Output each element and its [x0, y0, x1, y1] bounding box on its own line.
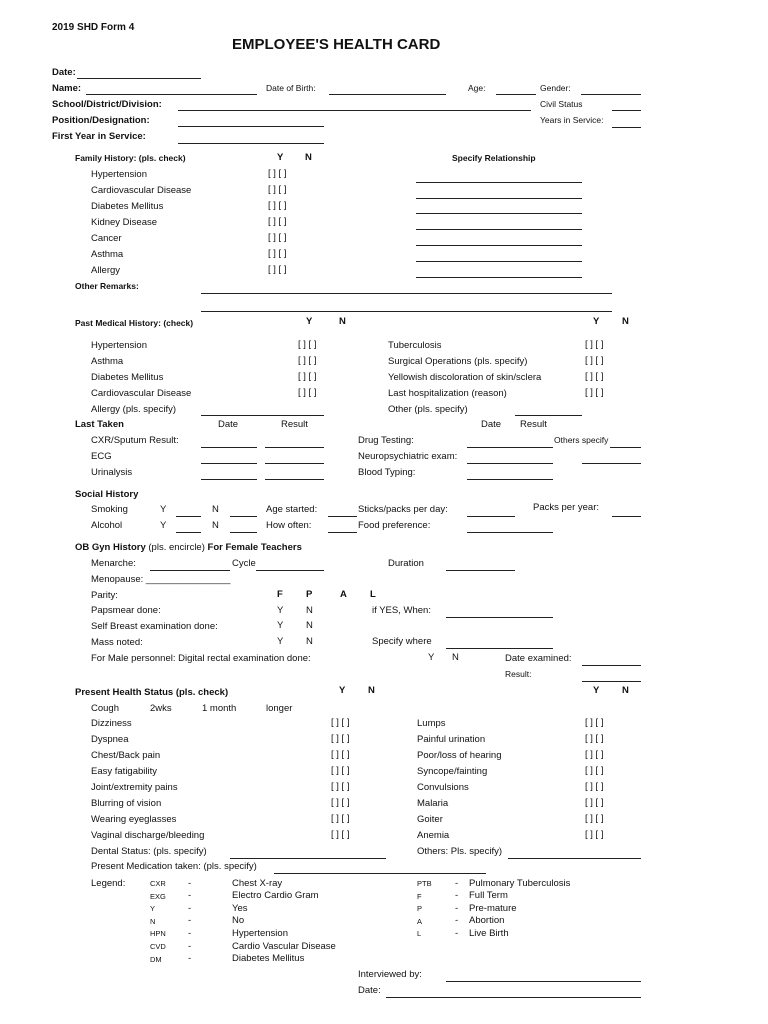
legend-dash: -: [188, 941, 192, 952]
first-year-label: First Year in Service:: [52, 131, 146, 142]
present-y-header: Y: [339, 685, 346, 696]
other-remarks-field[interactable]: [201, 293, 612, 294]
other-remarks-field[interactable]: [201, 311, 612, 312]
smoking-y-field[interactable]: [176, 516, 201, 517]
symptom-item-right: Poor/loss of hearing: [417, 750, 502, 761]
others-field[interactable]: [508, 858, 641, 859]
symptom-checkbox[interactable]: [ ] [ ]: [331, 781, 350, 792]
legend-desc: Live Birth: [469, 928, 509, 939]
legend-abbr: P: [417, 904, 423, 913]
legend-dash: -: [455, 928, 459, 939]
smoking-n[interactable]: N: [212, 504, 219, 515]
past-item: Hypertension: [91, 340, 147, 351]
alcohol-label: Alcohol: [91, 520, 123, 531]
past-item-right: Tuberculosis: [388, 340, 442, 351]
symptom-checkbox-right[interactable]: [ ] [ ]: [585, 797, 604, 808]
cough-option[interactable]: longer: [266, 703, 293, 714]
present-n-header-right: N: [622, 685, 629, 696]
legend-dash: -: [455, 878, 459, 889]
test-date-field[interactable]: [201, 447, 257, 448]
age-started-field[interactable]: [328, 516, 357, 517]
obgyn-female: For Female Teachers: [207, 542, 302, 553]
relationship-field[interactable]: [416, 229, 582, 230]
age-started-label: Age started:: [266, 504, 318, 515]
alcohol-n-field[interactable]: [230, 532, 257, 533]
obgyn-heading-row: [75, 543, 302, 553]
civil-status-field[interactable]: [612, 110, 641, 111]
food-pref-label: Food preference:: [358, 520, 431, 531]
dental-field[interactable]: [230, 858, 386, 859]
relationship-field[interactable]: [416, 213, 582, 214]
legend-dash: -: [188, 878, 192, 889]
papsmear-y[interactable]: Y: [277, 605, 284, 616]
past-checkbox-right[interactable]: [ ] [ ]: [585, 387, 604, 398]
symptom-checkbox-right[interactable]: [ ] [ ]: [585, 781, 604, 792]
test-field-right[interactable]: [467, 463, 553, 464]
allergy-label: Allergy (pls. specify): [91, 404, 176, 415]
family-checkbox[interactable]: [ ] [ ]: [268, 216, 287, 227]
past-item-right: Surgical Operations (pls. specify): [388, 356, 528, 367]
past-n-header: N: [339, 316, 346, 327]
symptom-item-right: Malaria: [417, 798, 449, 809]
test-date-field[interactable]: [201, 463, 257, 464]
breast-exam-n[interactable]: N: [306, 620, 313, 631]
family-checkbox[interactable]: [ ] [ ]: [268, 232, 287, 243]
mass-label: Mass noted:: [91, 637, 143, 648]
symptom-checkbox[interactable]: [ ] [ ]: [331, 733, 350, 744]
menarche-field[interactable]: [150, 570, 230, 571]
legend-abbr: HPN: [150, 929, 166, 938]
symptom-checkbox[interactable]: [ ] [ ]: [331, 829, 350, 840]
other-past-field[interactable]: [515, 415, 582, 416]
past-medical-heading: Past Medical History: (check): [75, 318, 194, 328]
family-n-header: N: [305, 152, 312, 163]
parity-a[interactable]: A: [340, 589, 347, 600]
legend-dash: -: [188, 928, 192, 939]
family-item: Asthma: [91, 249, 124, 260]
form-code: 2019 SHD Form 4: [52, 22, 135, 33]
school-field[interactable]: [178, 110, 531, 111]
symptom-item-right: Syncope/fainting: [417, 766, 488, 777]
breast-exam-label: Self Breast examination done:: [91, 621, 218, 632]
symptom-checkbox-right[interactable]: [ ] [ ]: [585, 813, 604, 824]
position-field[interactable]: [178, 126, 324, 127]
alcohol-y-field[interactable]: [176, 532, 201, 533]
smoking-y[interactable]: Y: [160, 504, 167, 515]
parity-p[interactable]: P: [306, 589, 313, 600]
past-checkbox-right[interactable]: [ ] [ ]: [585, 355, 604, 366]
papsmear-label: Papsmear done:: [91, 605, 161, 616]
cycle-field[interactable]: [256, 570, 324, 571]
test-result-field[interactable]: [265, 463, 324, 464]
legend-label: Legend:: [91, 878, 126, 889]
specify-where-field[interactable]: [446, 648, 553, 649]
position-label: Position/Designation:: [52, 115, 150, 126]
alcohol-n[interactable]: N: [212, 520, 219, 531]
legend-abbr: EXG: [150, 892, 166, 901]
past-checkbox-right[interactable]: [ ] [ ]: [585, 339, 604, 350]
dob-field[interactable]: [329, 94, 446, 95]
test-result-field[interactable]: [265, 447, 324, 448]
family-item: Allergy: [91, 265, 121, 276]
symptom-item: Vaginal discharge/bleeding: [91, 830, 205, 841]
sticks-field[interactable]: [467, 516, 515, 517]
page-title: EMPLOYEE'S HEALTH CARD: [232, 36, 441, 53]
duration-field[interactable]: [446, 570, 515, 571]
test-field-right[interactable]: [467, 479, 553, 480]
symptom-checkbox-right[interactable]: [ ] [ ]: [585, 733, 604, 744]
past-checkbox[interactable]: [ ] [ ]: [298, 355, 317, 366]
legend-abbr: PTB: [417, 879, 432, 888]
male-result-field[interactable]: [582, 681, 641, 682]
last-taken-result-header: Result: [281, 419, 308, 430]
name-field[interactable]: [86, 94, 257, 95]
male-exam-n[interactable]: N: [452, 652, 459, 663]
symptom-item: Dyspnea: [91, 734, 129, 745]
school-label: School/District/Division:: [52, 99, 162, 110]
legend-desc: Full Term: [469, 890, 508, 901]
other-past-label: Other (pls. specify): [388, 404, 468, 415]
family-item: Cancer: [91, 233, 122, 244]
social-heading: Social History: [75, 489, 139, 500]
alcohol-y[interactable]: Y: [160, 520, 167, 531]
test-label: ECG: [91, 451, 112, 462]
symptom-item-right: Lumps: [417, 718, 446, 729]
legend-desc: Electro Cardio Gram: [232, 890, 319, 901]
smoking-label: Smoking: [91, 504, 128, 515]
duration-label: Duration: [388, 558, 424, 569]
symptom-checkbox-right[interactable]: [ ] [ ]: [585, 749, 604, 760]
past-item-right: Last hospitalization (reason): [388, 388, 507, 399]
dental-label: Dental Status: (pls. specify): [91, 846, 207, 857]
relationship-field[interactable]: [416, 198, 582, 199]
obgyn-heading: OB Gyn History: [75, 542, 146, 553]
last-taken-date-header-right: Date: [481, 419, 502, 430]
others-specify-label: Others specify: [554, 435, 609, 445]
past-y-header: Y: [306, 316, 313, 327]
symptom-item: Dizziness: [91, 718, 132, 729]
legend-desc: No: [232, 915, 245, 926]
past-checkbox[interactable]: [ ] [ ]: [298, 371, 317, 382]
medication-field[interactable]: [274, 873, 486, 874]
family-checkbox[interactable]: [ ] [ ]: [268, 168, 287, 179]
date-examined-field[interactable]: [582, 665, 641, 666]
legend-desc: Abortion: [469, 915, 505, 926]
how-often-label: How often:: [266, 520, 312, 531]
breast-exam-y[interactable]: Y: [277, 620, 284, 631]
symptom-item: Blurring of vision: [91, 798, 162, 809]
past-item: Cardiovascular Disease: [91, 388, 192, 399]
food-pref-field[interactable]: [467, 532, 553, 533]
past-checkbox[interactable]: [ ] [ ]: [298, 339, 317, 350]
packs-year-label: Packs per year:: [533, 502, 599, 513]
mass-y[interactable]: Y: [277, 636, 284, 647]
cycle-label: Cycle: [232, 558, 256, 569]
legend-abbr: DM: [150, 955, 162, 964]
test-field-right[interactable]: [467, 447, 553, 448]
legend-dash: -: [188, 890, 192, 901]
symptom-checkbox-right[interactable]: [ ] [ ]: [585, 829, 604, 840]
age-label: Age:: [468, 83, 486, 93]
menopause-label[interactable]: Menopause: ________________: [91, 574, 231, 585]
symptom-item-right: Goiter: [417, 814, 443, 825]
legend-dash: -: [188, 915, 192, 926]
legend-abbr: CVD: [150, 942, 166, 951]
past-item: Asthma: [91, 356, 124, 367]
legend-desc: Pre-mature: [469, 903, 517, 914]
past-item: Diabetes Mellitus: [91, 372, 164, 383]
cough-option[interactable]: 1 month: [202, 703, 237, 714]
legend-desc: Diabetes Mellitus: [232, 953, 305, 964]
medication-label: Present Medication taken: (pls. specify): [91, 861, 257, 872]
legend-dash: -: [188, 953, 192, 964]
legend-abbr: A: [417, 917, 423, 926]
legend-desc: Pulmonary Tuberculosis: [469, 878, 571, 889]
test-label-right: Drug Testing:: [358, 435, 414, 446]
mass-n[interactable]: N: [306, 636, 313, 647]
first-year-field[interactable]: [178, 143, 324, 144]
symptom-item: Easy fatigability: [91, 766, 158, 777]
test-field-extra[interactable]: [582, 463, 641, 464]
legend-desc: Hypertension: [232, 928, 288, 939]
past-n-header-right: N: [622, 316, 629, 327]
date-examined-label: Date examined:: [505, 653, 572, 664]
if-yes-field[interactable]: [446, 617, 553, 618]
last-taken-heading: Last Taken: [75, 419, 124, 430]
legend-dash: -: [455, 915, 459, 926]
if-yes-label: if YES, When:: [372, 605, 431, 616]
parity-label: Parity:: [91, 590, 118, 601]
family-checkbox[interactable]: [ ] [ ]: [268, 248, 287, 259]
footer-date-field[interactable]: [386, 997, 641, 998]
symptom-item: Chest/Back pain: [91, 750, 161, 761]
obgyn-encircle: (pls. encircle): [148, 542, 205, 553]
male-exam-y[interactable]: Y: [428, 652, 435, 663]
cough-option[interactable]: 2wks: [150, 703, 172, 714]
male-result-label: Result:: [505, 669, 532, 679]
legend-desc: Cardio Vascular Disease: [232, 941, 336, 952]
relationship-heading: Specify Relationship: [452, 153, 536, 163]
menarche-label: Menarche:: [91, 558, 136, 569]
present-y-header-right: Y: [593, 685, 600, 696]
past-item-right: Yellowish discoloration of skin/sclera: [388, 372, 542, 383]
family-y-header: Y: [277, 152, 284, 163]
years-service-field[interactable]: [612, 127, 641, 128]
test-label-right: Neuropsychiatric exam:: [358, 451, 458, 462]
cough-label: Cough: [91, 703, 119, 714]
legend-dash: -: [455, 890, 459, 901]
male-exam-label: For Male personnel: Digital rectal examination done:: [91, 653, 311, 664]
name-label: Name:: [52, 83, 82, 94]
legend-abbr: CXR: [150, 879, 166, 888]
symptom-checkbox[interactable]: [ ] [ ]: [331, 717, 350, 728]
packs-year-field[interactable]: [612, 516, 641, 517]
date-field[interactable]: [77, 78, 201, 79]
symptom-item: Joint/extremity pains: [91, 782, 178, 793]
footer-date-label: Date:: [358, 985, 381, 996]
test-label: Urinalysis: [91, 467, 133, 478]
present-n-header: N: [368, 685, 375, 696]
interviewed-by-field[interactable]: [446, 981, 641, 982]
legend-desc: Yes: [232, 903, 248, 914]
legend-abbr: L: [417, 929, 422, 938]
smoking-n-field[interactable]: [230, 516, 257, 517]
symptom-item: Wearing eyeglasses: [91, 814, 177, 825]
gender-label: Gender:: [540, 83, 571, 93]
past-checkbox[interactable]: [ ] [ ]: [298, 387, 317, 398]
relationship-field[interactable]: [416, 277, 582, 278]
legend-abbr: Y: [150, 904, 156, 913]
family-item: Kidney Disease: [91, 217, 158, 228]
past-checkbox-right[interactable]: [ ] [ ]: [585, 371, 604, 382]
legend-dash: -: [455, 903, 459, 914]
test-label: CXR/Sputum Result:: [91, 435, 179, 446]
sticks-label: Sticks/packs per day:: [358, 504, 448, 515]
legend-dash: -: [188, 903, 192, 914]
allergy-field[interactable]: [201, 415, 324, 416]
past-y-header-right: Y: [593, 316, 600, 327]
present-health-heading: Present Health Status (pls. check): [75, 687, 229, 698]
family-checkbox[interactable]: [ ] [ ]: [268, 200, 287, 211]
family-checkbox[interactable]: [ ] [ ]: [268, 184, 287, 195]
legend-desc: Chest X-ray: [232, 878, 283, 889]
symptom-checkbox-right[interactable]: [ ] [ ]: [585, 717, 604, 728]
legend-abbr: F: [417, 892, 422, 901]
parity-f[interactable]: F: [277, 589, 283, 600]
symptom-checkbox[interactable]: [ ] [ ]: [331, 749, 350, 760]
relationship-field[interactable]: [416, 245, 582, 246]
legend-abbr: N: [150, 917, 156, 926]
symptom-item-right: Convulsions: [417, 782, 469, 793]
test-label-right: Blood Typing:: [358, 467, 416, 478]
symptom-item-right: Anemia: [417, 830, 450, 841]
relationship-field[interactable]: [416, 182, 582, 183]
symptom-checkbox[interactable]: [ ] [ ]: [331, 797, 350, 808]
dob-label: Date of Birth:: [266, 83, 316, 93]
relationship-field[interactable]: [416, 261, 582, 262]
age-field[interactable]: [496, 94, 536, 95]
symptom-checkbox[interactable]: [ ] [ ]: [331, 765, 350, 776]
date-label: Date:: [52, 67, 76, 78]
interviewed-by-label: Interviewed by:: [358, 969, 422, 980]
symptom-item-right: Painful urination: [417, 734, 486, 745]
test-result-field[interactable]: [265, 479, 324, 480]
family-item: Hypertension: [91, 169, 147, 180]
family-history-heading: Family History: (pls. check): [75, 153, 186, 163]
others-label: Others: Pls. specify): [417, 846, 502, 857]
papsmear-n[interactable]: N: [306, 605, 313, 616]
parity-l[interactable]: L: [370, 589, 376, 600]
test-date-field[interactable]: [201, 479, 257, 480]
symptom-checkbox[interactable]: [ ] [ ]: [331, 813, 350, 824]
civil-status-label: Civil Status: [540, 99, 583, 109]
specify-where-label: Specify where: [372, 636, 432, 647]
other-remarks-label: Other Remarks:: [75, 281, 139, 291]
how-often-field[interactable]: [328, 532, 357, 533]
family-item: Diabetes Mellitus: [91, 201, 164, 212]
years-service-label: Years in Service:: [540, 115, 604, 125]
gender-field[interactable]: [581, 94, 641, 95]
last-taken-date-header: Date: [218, 419, 239, 430]
symptom-checkbox-right[interactable]: [ ] [ ]: [585, 765, 604, 776]
family-item: Cardiovascular Disease: [91, 185, 192, 196]
others-specify-field[interactable]: [610, 447, 641, 448]
family-checkbox[interactable]: [ ] [ ]: [268, 264, 287, 275]
last-taken-result-header-right: Result: [520, 419, 547, 430]
